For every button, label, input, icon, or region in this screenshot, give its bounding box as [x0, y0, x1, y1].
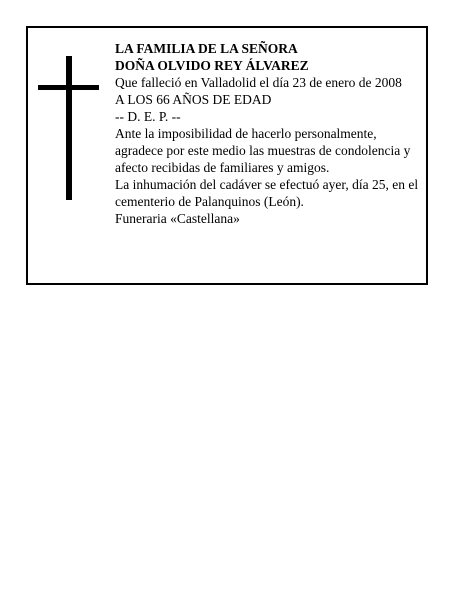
family-line: LA FAMILIA DE LA SEÑORA: [115, 41, 298, 56]
deceased-name: DOÑA OLVIDO REY ÁLVAREZ: [115, 58, 309, 73]
death-info: Que falleció en Valladolid el día 23 de enero de 2008: [115, 75, 402, 90]
cross-horizontal-bar: [38, 85, 99, 90]
thanks-line-2: agradece por este medio las muestras de condolencia y: [115, 143, 411, 158]
rip-line: -- D. E. P. --: [115, 109, 181, 124]
thanks-line-3: afecto recibidas de familiares y amigos.: [115, 160, 330, 175]
age-line: A LOS 66 AÑOS DE EDAD: [115, 92, 272, 107]
cross-vertical-bar: [66, 56, 72, 200]
obituary-notice: [26, 26, 428, 285]
obituary-text: [115, 40, 425, 227]
thanks-line-1: Ante la imposibilidad de hacerlo personalmente,: [115, 126, 377, 141]
burial-line-2: cementerio de Palanquinos (León).: [115, 194, 304, 209]
burial-line-1: La inhumación del cadáver se efectuó ayer, día 25, en el: [115, 177, 419, 192]
funeral-home: Funeraria «Castellana»: [115, 211, 240, 226]
